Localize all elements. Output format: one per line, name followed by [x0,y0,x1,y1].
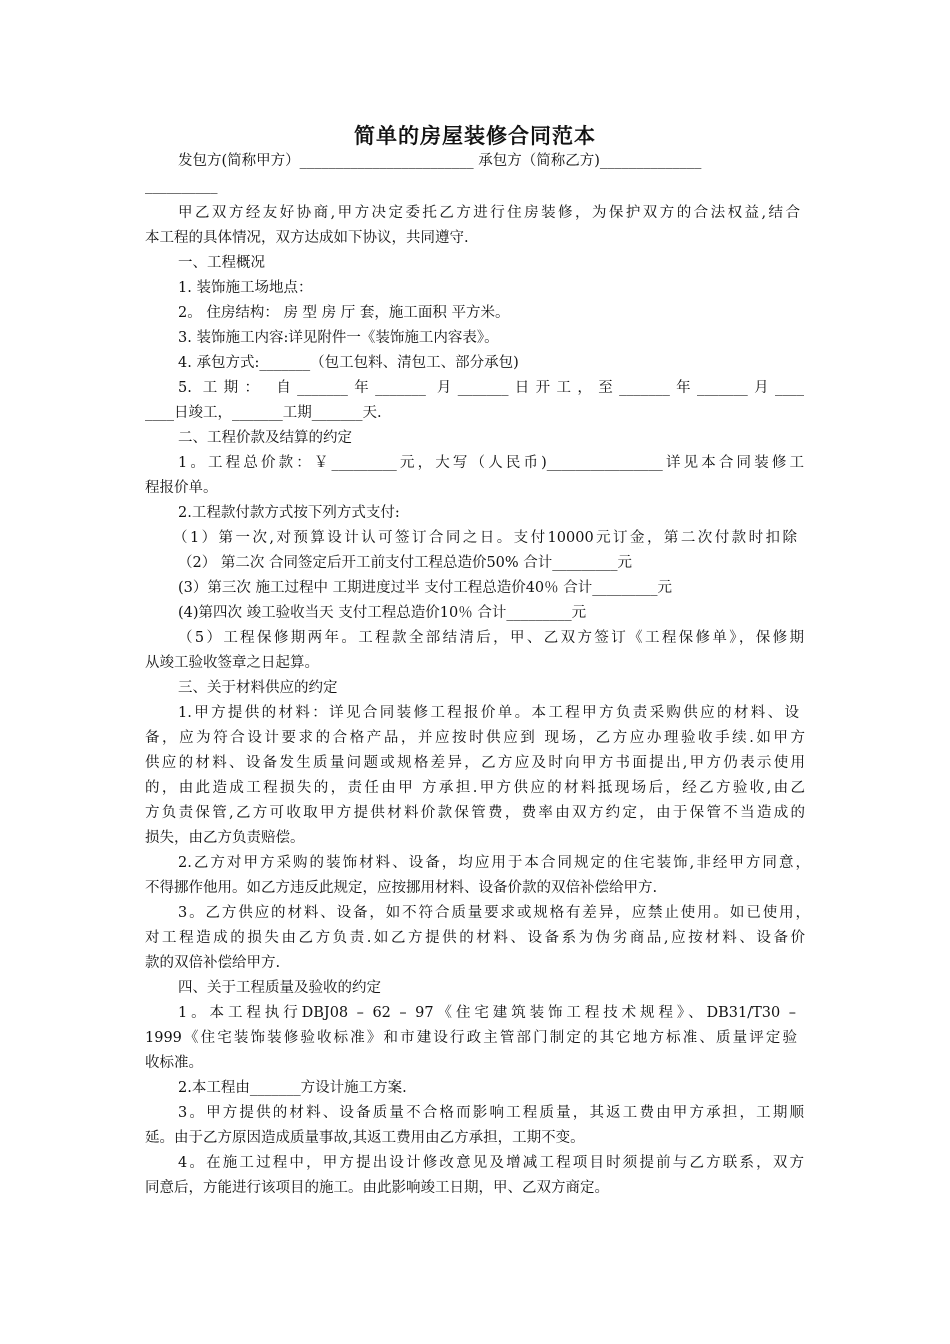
payment-line: （2） 第二次 合同签定后开工前支付工程总造价50% 合计_________元 [178,555,633,571]
clause-line: 方负责保管,乙方可收取甲方提供材料价款保管费，费率由双方约定，由于保管不当造成的 [145,805,805,821]
clause-line: 3。乙方供应的材料、设备，如不符合质量要求或规格有差异，应禁止使用。如已使用， [178,905,810,921]
clause-line: 1。本工程执行DBJ08 – 62 – 97《住宅建筑装饰工程技术规程》、DB31/T30 – [178,1005,796,1021]
clause-line: 1. 装饰施工场地点： [178,280,313,296]
clause-line: 2.本工程由_______方设计施工方案. [178,1080,407,1096]
paragraph-line: 甲乙双方经友好协商,甲方决定委托乙方进行住房装修，为保护双方的合法权益,结合 [178,205,800,221]
party-line: 发包方(简称甲方）________________________ 承包方（简称乙方)______________ [178,153,702,169]
clause-line: 供应的材料、设备发生质量问题或规格差异，乙方应及时向甲方书面提出,甲方仍表示使用 [145,755,805,771]
payment-line: （5）工程保修期两年。工程款全部结清后，甲、乙双方签订《工程保修单》，保修期 [178,630,804,646]
clause-line: 2.工程款付款方式按下列方式支付: [178,505,400,521]
clause-line: 损失，由乙方负责赔偿。 [145,830,305,846]
paragraph-line: 本工程的具体情况，双方达成如下协议，共同遵守. [145,230,469,246]
payment-line: (3）第三次 施工过程中 工期进度过半 支付工程总造价40％ 合计_________元 [178,580,673,596]
clause-line: 3。甲方提供的材料、设备质量不合格而影响工程质量，其返工费由甲方承担，工期顺 [178,1105,804,1121]
clause-line: 不得挪作他用。如乙方违反此规定，应按挪用材料、设备价款的双倍补偿给甲方. [145,880,658,896]
clause-line: 4. 承包方式:_______（包工包料、清包工、部分承包) [178,355,519,371]
clause-line: 3. 装饰施工内容:详见附件一《装饰施工内容表》。 [178,330,499,346]
payment-line: （1）第一次,对预算设计认可签订合同之日。支付10000元订金，第二次付款时扣除 [173,530,797,546]
section-heading: 四、关于工程质量及验收的约定 [178,980,381,996]
clause-line: 4。在施工过程中，甲方提出设计修改意见及增减工程项目时须提前与乙方联系，双方 [178,1155,804,1171]
clause-line: 对工程造成的损失由乙方负责.如乙方提供的材料、设备系为伪劣商品,应按材料、设备价 [145,930,805,946]
clause-line: 延。由于乙方原因造成质量事故,其返工费用由乙方承担，工期不变。 [145,1130,585,1146]
clause-line: 收标准。 [145,1055,203,1071]
clause-line: 1.甲方提供的材料：详见合同装修工程报价单。本工程甲方负责采购供应的材料、设 [178,705,799,721]
document-title: 简单的房屋装修合同范本 [354,124,596,148]
payment-line: 从竣工验收签章之日起算。 [145,655,319,671]
clause-line: 程报价单。 [145,480,218,496]
clause-line: 5. 工期： 自_______年_______ 月_______日开工，至_______年_______月____ [178,380,804,396]
clause-line: 的，由此造成工程损失的，责任由甲 方承担.甲方供应的材料抵现场后，经乙方验收,由乙 [145,780,805,796]
clause-line: 1。工程总价款：￥_________元，大写（人民币)________________详见本合同装修工 [178,455,804,471]
clause-line: 1999《住宅装饰装修验收标准》和市建设行政主管部门制定的其它地方标准、质量评定验 [145,1030,797,1046]
section-heading: 一、工程概况 [178,255,265,271]
section-heading: 二、工程价款及结算的约定 [178,430,352,446]
clause-line: 2。 住房结构： 房 型 房 厅 套，施工面积 平方米。 [178,305,510,321]
clause-line: 2.乙方对甲方采购的装饰材料、设备，均应用于本合同规定的住宅装饰,非经甲方同意， [178,855,810,871]
payment-line: (4)第四次 竣工验收当天 支付工程总造价10％ 合计_________元 [178,605,587,621]
clause-line: 备，应为符合设计要求的合格产品，并应按时供应到 现场，乙方应办理验收手续.如甲方 [145,730,805,746]
clause-line: 款的双倍补偿给甲方. [145,955,281,971]
section-heading: 三、关于材料供应的约定 [178,680,338,696]
party-line-cont: __________ [145,178,218,194]
clause-line: ____日竣工，_______工期_______天. [145,405,382,421]
clause-line: 同意后，方能进行该项目的施工。由此影响竣工日期，甲、乙双方商定。 [145,1180,609,1196]
